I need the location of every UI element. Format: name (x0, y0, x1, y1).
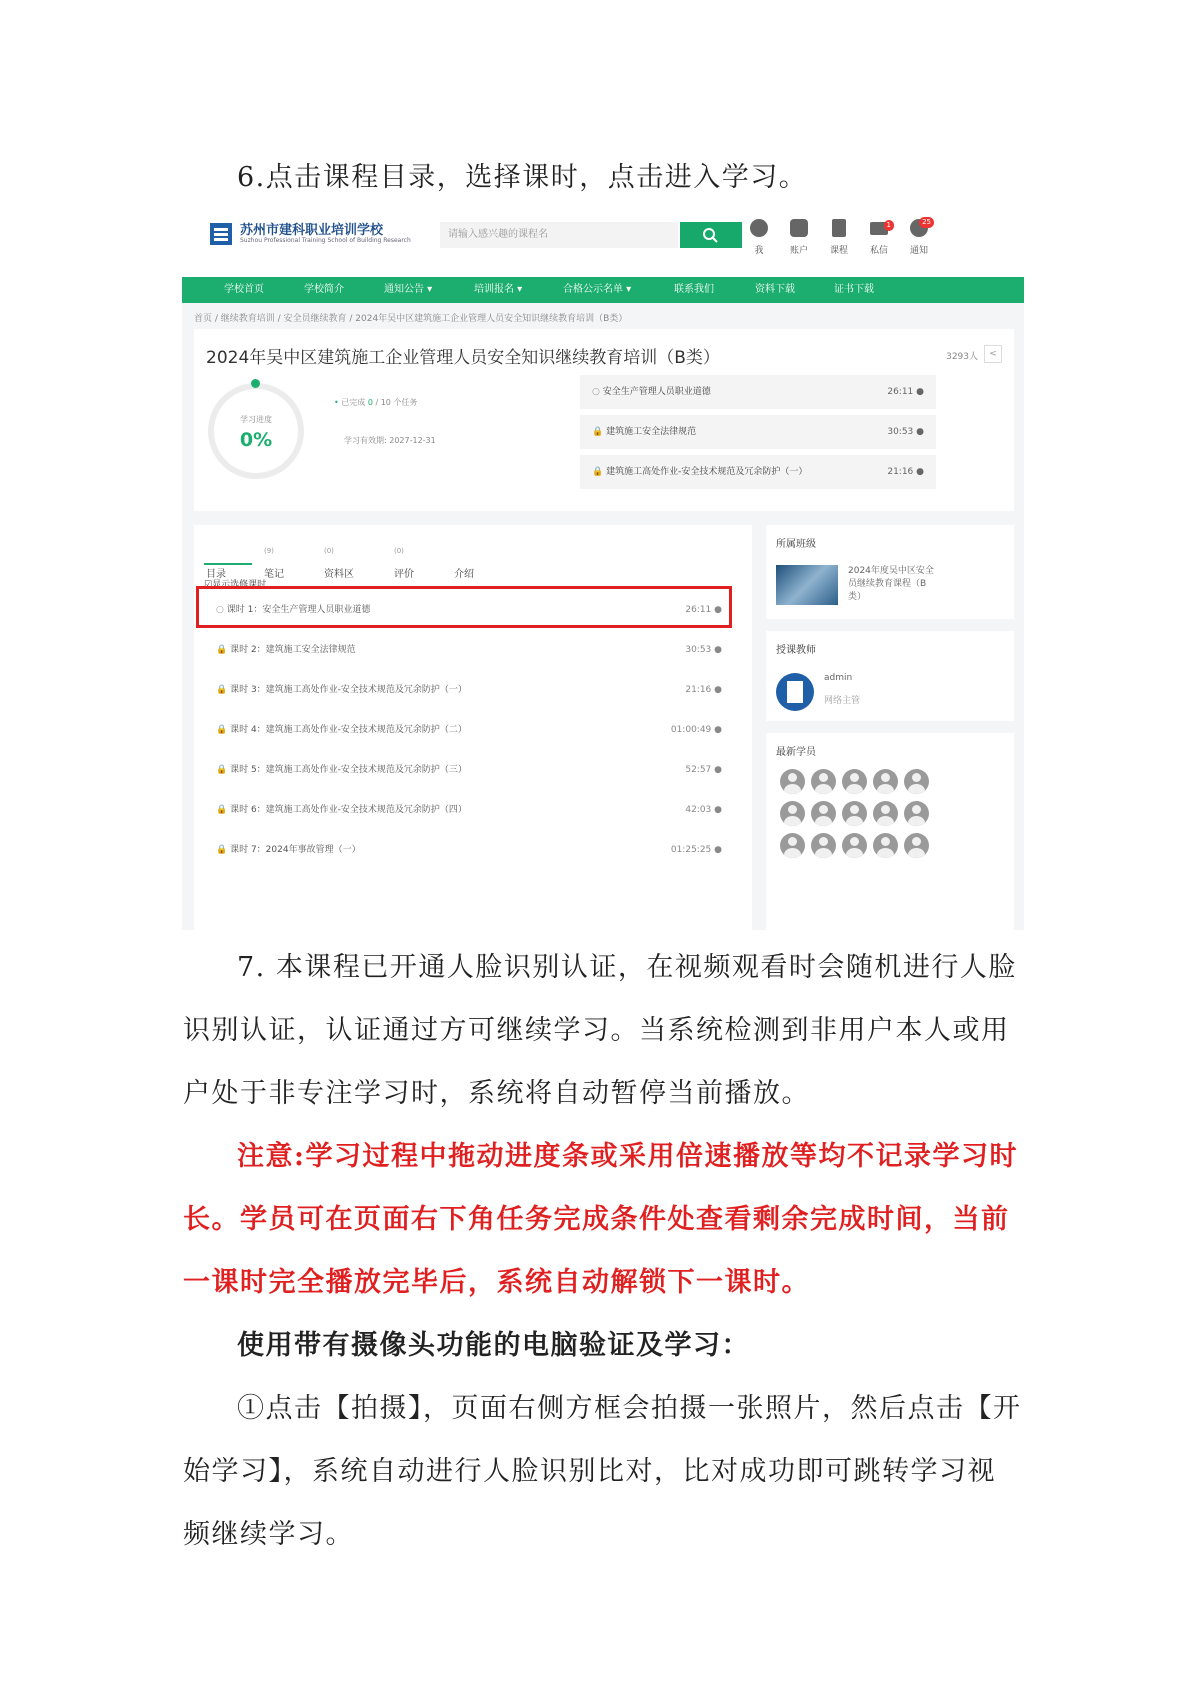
step6-text: 6.点击课程目录，选择课时，点击进入学习。 (237, 162, 808, 193)
course-summary-card (194, 329, 1014, 511)
student-avatar[interactable] (904, 801, 929, 826)
search-button[interactable] (680, 222, 742, 248)
student-avatar[interactable] (811, 801, 836, 826)
student-avatar[interactable] (780, 769, 805, 794)
notifications-badge: 25 (919, 217, 934, 228)
show-elective-checkbox[interactable]: ☑显示选修课时 (204, 580, 267, 590)
site-header (182, 205, 1024, 277)
tab-reviews[interactable]: 评价 (0) (394, 547, 414, 580)
top-lesson-1[interactable]: ○ 安全生产管理人员职业道德 26:11 ● (580, 375, 936, 409)
students-title: 最新学员 (776, 747, 816, 758)
lesson-row[interactable]: ○ 课时 1：安全生产管理人员职业道德 26:11 ● (216, 605, 722, 615)
completed-suffix: / 10 个任务 (375, 398, 418, 407)
search-input[interactable]: 请输入感兴趣的课程名 (440, 222, 678, 248)
learner-count: 3293人 (946, 352, 978, 362)
header-user-label: 我 (754, 246, 764, 256)
course-page-screenshot (182, 205, 1024, 930)
lesson-row[interactable]: 🔒 课时 3：建筑施工高处作业-安全技术规范及冗余防护（一） 21:16 ● (216, 685, 722, 695)
nav-item[interactable]: 联系我们 (674, 284, 714, 295)
progress-ring (208, 383, 304, 479)
top-lesson-time: 21:16 (887, 467, 914, 477)
progress-indicator-dot (251, 379, 260, 388)
wallet-icon (790, 219, 808, 237)
student-avatar[interactable] (780, 833, 805, 858)
nav-item[interactable]: 资料下载 (755, 284, 795, 295)
tab-materials[interactable]: 资料区 (0) (324, 547, 354, 580)
student-avatar[interactable] (811, 769, 836, 794)
lesson-row[interactable]: 🔒 课时 4：建筑施工高处作业-安全技术规范及冗余防护（二） 01:00:49 ● (216, 725, 722, 735)
class-thumbnail[interactable] (776, 565, 838, 605)
lock-icon: 🔒 (592, 427, 604, 437)
course-title: 2024年吴中区建筑施工企业管理人员安全知识继续教育培训（B类） (206, 348, 720, 368)
main-nav (182, 277, 1024, 303)
header-messages-label: 私信 (869, 246, 888, 256)
lesson-row[interactable]: 🔒 课时 7：2024年事故管理（一） 01:25:25 ● (216, 845, 722, 855)
class-title: 所属班级 (776, 539, 816, 550)
bell-icon (910, 218, 931, 237)
header-account[interactable] (782, 219, 816, 256)
step7-text: 7. 本课程已开通人脸识别认证，在视频观看时会随机进行人脸识别认证，认证通过方可继续学习。当系统检测到非用户本人或用户处于非专注学习时，系统将自动暂停当前播放。 (183, 952, 1017, 1109)
active-tab-underline (204, 563, 252, 565)
validity-date: 学习有效期: 2027-12-31 (344, 436, 436, 445)
header-courses-label: 课程 (829, 246, 848, 256)
top-lesson-name: 建筑施工高处作业-安全技术规范及冗余防护（一） (606, 467, 808, 477)
nav-item[interactable]: 培训报名 ▾ (474, 284, 523, 295)
teacher-name: admin (824, 673, 853, 683)
teacher-title: 授课教师 (776, 645, 816, 656)
messages-badge: 1 (884, 220, 894, 231)
nav-item[interactable]: 证书下载 (834, 284, 874, 295)
breadcrumb[interactable]: 首页 / 继续教育培训 / 安全员继续教育 / 2024年吴中区建筑施工企业管理人员安全知识继续教育培训（B类） (194, 314, 628, 324)
class-card (766, 525, 1014, 619)
lock-icon: 🔒 (592, 467, 604, 477)
mail-icon (870, 221, 891, 235)
top-lesson-time: 26:11 (887, 387, 914, 397)
user-icon (750, 219, 768, 237)
lesson-list-card: 目录 笔记 (9) 资料区 (0) 评价 (0) 介绍 ☑显示选修课时 ○ 课时 1：安全生产管理人员职业道德 26:11 ● 🔒 课时 2：建筑施工安全法律规范 30:53 ● 🔒 课时 3：建筑施工高处作业-安全技术规范及冗余防护（一） 21:16 ● 🔒 课时 4：建筑施工高处作业-安全技术规范及冗余防护（二） 01:00:49 ● 🔒 课时 5：建筑施工高处作业-安全技术规范及冗余防护（三） 52:57 ● 🔒 课时 6：建筑施工高处作业-安全技术规范及冗余防护（四） 42:03 ● 🔒 课时 7：2024年事故管理（一） 01:25:25 ● (194, 525, 752, 930)
camera-heading: 使用带有摄像头功能的电脑验证及学习： (237, 1330, 750, 1361)
completed-count: 0 (367, 398, 373, 407)
share-icon[interactable]: < (984, 345, 1002, 363)
highlight-box (196, 586, 732, 628)
teacher-card (766, 631, 1014, 721)
progress-value: 0% (239, 429, 273, 451)
top-lesson-name: 安全生产管理人员职业道德 (602, 387, 711, 397)
completed-tasks: • 已完成 0 / 10 个任务 (334, 398, 418, 407)
student-avatar[interactable] (842, 801, 867, 826)
nav-item[interactable]: 通知公告 ▾ (384, 284, 433, 295)
student-avatar[interactable] (873, 801, 898, 826)
student-avatar[interactable] (873, 833, 898, 858)
class-name[interactable]: 2024年度吴中区安全员继续教育课程（B类） (848, 566, 934, 602)
search-icon (702, 227, 718, 243)
nav-item[interactable]: 学校首页 (224, 284, 264, 295)
progress-label: 学习进度 (240, 415, 272, 424)
header-notifications-label: 通知 (909, 246, 928, 256)
student-avatar[interactable] (842, 833, 867, 858)
top-lesson-3[interactable]: 🔒 建筑施工高处作业-安全技术规范及冗余防护（一） 21:16 ● (580, 455, 936, 489)
nav-item[interactable]: 合格公示名单 ▾ (563, 284, 632, 295)
student-avatar[interactable] (842, 769, 867, 794)
completed-prefix: 已完成 (341, 398, 366, 407)
student-avatar[interactable] (780, 801, 805, 826)
school-logo-icon[interactable] (210, 223, 232, 245)
header-courses[interactable] (822, 219, 856, 256)
nav-item[interactable]: 学校简介 (304, 284, 344, 295)
student-avatar[interactable] (811, 833, 836, 858)
header-account-label: 账户 (789, 246, 808, 256)
header-notifications[interactable] (902, 219, 936, 256)
tab-notes[interactable]: 笔记 (9) (264, 547, 284, 580)
teacher-role: 网络主管 (824, 696, 861, 706)
school-name-en: Suzhou Professional Training School of Building Research (240, 237, 411, 244)
school-name[interactable]: 苏州市建科职业培训学校 (240, 223, 384, 238)
top-lesson-name: 建筑施工安全法律规范 (606, 427, 697, 437)
header-user[interactable] (742, 219, 776, 256)
header-messages[interactable] (862, 219, 896, 256)
lesson-row[interactable]: 🔒 课时 5：建筑施工高处作业-安全技术规范及冗余防护（三） 52:57 ● (216, 765, 722, 775)
student-avatar[interactable] (904, 769, 929, 794)
lesson-row[interactable]: 🔒 课时 6：建筑施工高处作业-安全技术规范及冗余防护（四） 42:03 ● (216, 805, 722, 815)
book-icon (832, 219, 846, 237)
top-lesson-time: 30:53 (887, 427, 914, 437)
students-card (766, 733, 1014, 930)
lesson-row[interactable]: 🔒 课时 2：建筑施工安全法律规范 30:53 ● (216, 645, 722, 655)
notice-text: 注意:学习过程中拖动进度条或采用倍速播放等均不记录学习时长。学员可在页面右下角任务完成条件处查看剩余完成时间，当前一课时完全播放完毕后，系统自动解锁下一课时。 (183, 1141, 1018, 1298)
student-avatar[interactable] (904, 833, 929, 858)
show-elective-label: 显示选修课时 (212, 580, 267, 590)
teacher-avatar[interactable] (776, 673, 814, 711)
top-lesson-2[interactable]: 🔒 建筑施工安全法律规范 30:53 ● (580, 415, 936, 449)
student-avatar[interactable] (873, 769, 898, 794)
camera-step1-text: ①点击【拍摄】，页面右侧方框会拍摄一张照片，然后点击【开始学习】，系统自动进行人脸识别比对，比对成功即可跳转学习视频继续学习。 (183, 1393, 1022, 1550)
